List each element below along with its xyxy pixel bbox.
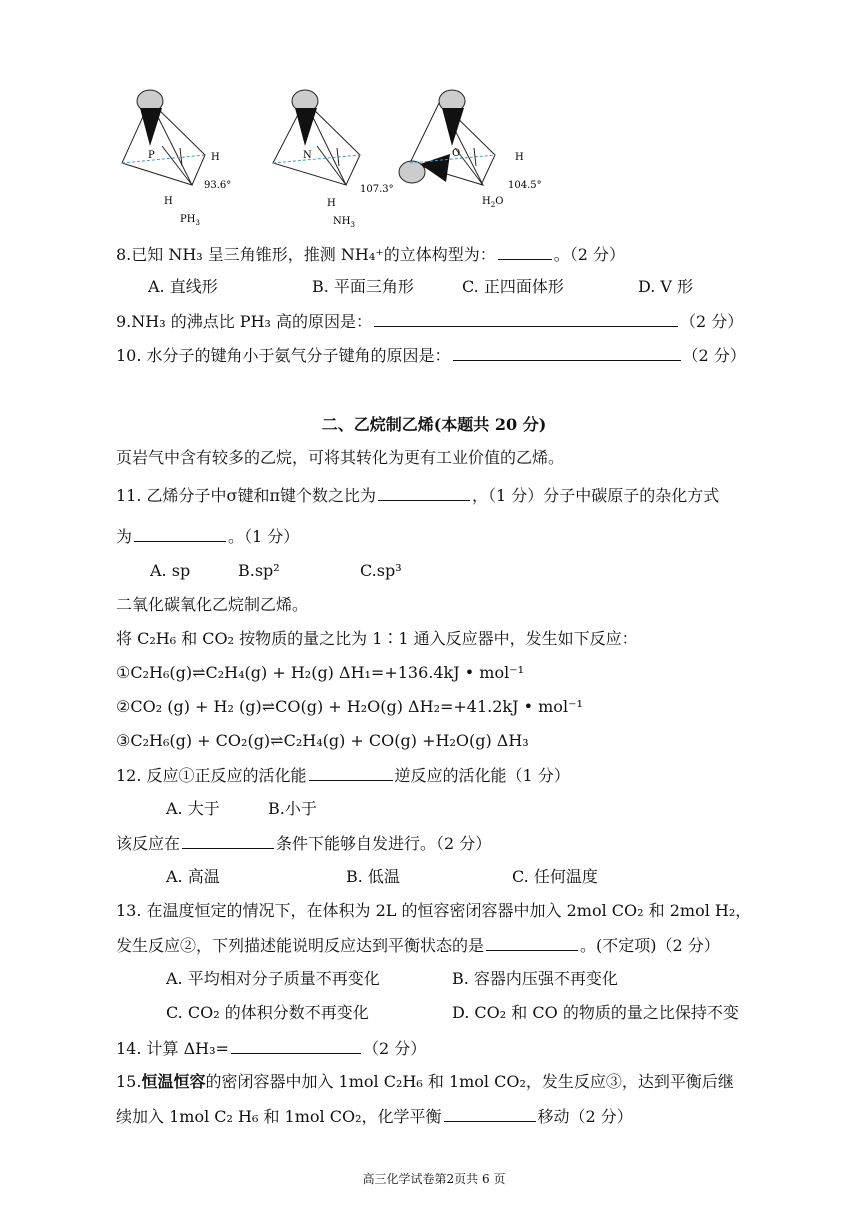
section-title: 二、乙烷制乙烯(本题共 20 分): [321, 415, 547, 434]
q11-option-c[interactable]: C.sp³: [360, 561, 402, 580]
nh3-angle: 107.3°: [360, 184, 394, 195]
q13-options-row-2: [166, 1002, 739, 1024]
q12-text-c: 该反应在: [116, 834, 181, 853]
q8-line: [116, 243, 625, 266]
q13-line: 13. 在温度恒定的情况下，在体积为 2L 的恒容密闭容器中加入 2mol CO₂ 和 2mol H₂，: [116, 901, 752, 920]
q11-text-b: ，（1 分）分子中碳原子的杂化方式: [471, 486, 720, 505]
q12-condition-blank[interactable]: [182, 832, 274, 849]
q13-text-c: 。(不定项)（2 分）: [580, 936, 720, 955]
ph3-center-label: P: [148, 150, 155, 161]
h2o-center-label: O: [452, 148, 461, 159]
nh3-figure: [273, 90, 394, 229]
q11-line-2: [116, 525, 299, 548]
q13-line-2: [116, 934, 720, 957]
q14-text: 14. 计算 ΔH₃=: [116, 1039, 229, 1058]
q13-answer-blank[interactable]: [486, 934, 578, 951]
section-intro: 页岩气中含有较多的乙烷，可将其转化为更有工业价值的乙烯。: [116, 448, 565, 467]
ph3-name: $PH_3$: [180, 214, 200, 227]
nh3-center-label: N: [303, 150, 312, 161]
molecule-figures: [100, 86, 570, 236]
ph3-h-label: H: [211, 152, 220, 163]
q14-text-b: （2 分）: [362, 1039, 427, 1058]
q12-temp-option-b[interactable]: B. 低温: [346, 867, 400, 886]
q9-answer-blank[interactable]: [374, 310, 678, 327]
page-footer: 高三化学试卷第2页共 6 页: [362, 1172, 506, 1186]
q15-number: 15.: [116, 1072, 142, 1091]
q11-ratio-blank[interactable]: [378, 484, 470, 501]
q10-line: [116, 344, 746, 367]
q11-text-d: 。（1 分）: [228, 527, 300, 546]
q15-line: [116, 1071, 734, 1093]
q10-answer-blank[interactable]: [453, 344, 681, 361]
q8-answer-blank[interactable]: [498, 243, 552, 260]
q11-options: [150, 560, 402, 582]
q11-option-b[interactable]: B.sp²: [238, 561, 280, 580]
q15-text-c: 移动（2 分）: [537, 1107, 633, 1126]
q9-line: [116, 310, 743, 333]
q8-options: [148, 276, 748, 298]
q12-temp-option-a[interactable]: A. 高温: [166, 867, 220, 886]
q14-line: [116, 1037, 426, 1060]
q8-text: 8.已知 NH₃ 呈三角锥形，推测 NH₄⁺的立体构型为：: [116, 245, 496, 264]
ph3-angle: 93.6°: [204, 180, 232, 191]
reaction-3: ③C₂H₆(g) + CO₂(g)⇌C₂H₄(g) + CO(g) +H₂O(g) ΔH₃: [116, 731, 529, 750]
q15-emphasis: 恒温恒容: [141, 1072, 206, 1091]
q12-options: [166, 798, 317, 820]
q8-option-c[interactable]: C. 正四面体形: [462, 277, 564, 296]
q9-text: 9.NH₃ 的沸点比 PH₃ 高的原因是：: [116, 312, 373, 331]
q8-option-d[interactable]: D. V 形: [638, 277, 694, 296]
q12-option-a[interactable]: A. 大于: [166, 799, 220, 818]
q8-tail: 。（2 分）: [553, 245, 625, 264]
nh3-name: $NH_3$: [333, 216, 355, 229]
q13-text-b: 发生反应②，下列描述能说明反应达到平衡状态的是: [116, 936, 485, 955]
sub-intro: 二氧化碳氧化乙烷制乙烯。: [116, 595, 309, 614]
h2o-h-label: H: [515, 152, 524, 163]
reaction-2: ②CO₂ (g) + H₂ (g)⇌CO(g) + H₂O(g) ΔH₂=+41.2kJ • mol⁻¹: [116, 697, 583, 716]
q15-text: 的密闭容器中加入 1mol C₂H₆ 和 1mol CO₂，发生反应③，达到平衡后继: [205, 1072, 734, 1091]
q13-option-d[interactable]: D. CO₂ 和 CO 的物质的量之比保持不变: [452, 1003, 739, 1022]
q8-option-b[interactable]: B. 平面三角形: [312, 277, 414, 296]
q11-option-a[interactable]: A. sp: [150, 561, 191, 580]
q11-text: 11. 乙烯分子中σ键和π键个数之比为: [116, 486, 376, 505]
q12-temp-option-c[interactable]: C. 任何温度: [512, 867, 598, 886]
h2o-angle: 104.5°: [508, 180, 542, 191]
nh3-h-label: H: [327, 198, 336, 209]
q12-line: [116, 764, 570, 787]
q12-options-2: [166, 866, 598, 888]
q13-option-c[interactable]: C. CO₂ 的体积分数不再变化: [166, 1003, 369, 1022]
q12-text-d: 条件下能够自发进行。（2 分）: [276, 834, 492, 853]
q14-answer-blank[interactable]: [231, 1037, 361, 1054]
q10-tail: （2 分）: [682, 346, 746, 365]
q9-tail: （2 分）: [680, 312, 744, 331]
q13-options-row-1: [166, 968, 618, 990]
q12-text-b: 逆反应的活化能（1 分）: [394, 766, 570, 785]
ph3-h2-label: H: [164, 196, 173, 207]
q11-line: [116, 484, 719, 507]
h2o-figure: [399, 90, 542, 209]
q11-hybrid-blank[interactable]: [134, 525, 226, 542]
q13-option-a[interactable]: A. 平均相对分子质量不再变化: [166, 969, 380, 988]
q10-text: 10. 水分子的键角小于氨气分子键角的原因是：: [116, 346, 451, 365]
feed-ratio-text: 将 C₂H₆ 和 CO₂ 按物质的量之比为 1∶1 通入反应器中，发生如下反应：: [116, 629, 638, 648]
q11-text-c: 为: [116, 527, 133, 546]
q12-option-b[interactable]: B.小于: [268, 799, 317, 818]
reaction-1: ①C₂H₆(g)⇌C₂H₄(g) + H₂(g) ΔH₁=+136.4kJ • mol⁻¹: [116, 663, 525, 682]
q13-option-b[interactable]: B. 容器内压强不再变化: [452, 969, 618, 988]
q15-answer-blank[interactable]: [444, 1105, 536, 1122]
q12-text: 12. 反应①正反应的活化能: [116, 766, 307, 785]
h2o-name: $H_2O$: [482, 196, 504, 209]
ph3-figure: [122, 90, 231, 227]
q8-option-a[interactable]: A. 直线形: [148, 277, 218, 296]
q12-line-2: [116, 832, 491, 855]
q12-energy-blank[interactable]: [309, 764, 393, 781]
q15-text-b: 续加入 1mol C₂ H₆ 和 1mol CO₂，化学平衡: [116, 1107, 442, 1126]
q15-line-2: [116, 1105, 633, 1128]
